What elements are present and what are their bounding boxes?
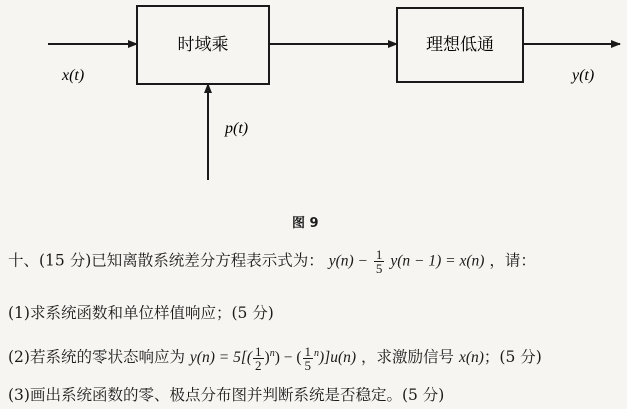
equation-fraction: [374, 248, 385, 275]
part-2-fraction-2-num: 1: [304, 343, 312, 359]
question-10-suffix: ，请：: [489, 251, 536, 270]
input-signal-label: x(t): [62, 67, 85, 84]
part-2-exponent-1: n: [269, 348, 275, 359]
part-2-prefix: (2)若系统的零状态响应为: [8, 348, 185, 367]
figure-caption: 图 9: [292, 216, 319, 231]
part-2-exponent-2: n: [314, 348, 320, 359]
part-2-suffix: ，求激励信号: [360, 348, 454, 367]
question-10-part-1: (1)求系统函数和单位样值响应；(5 分): [8, 304, 274, 322]
part-2-fraction-2: [303, 345, 314, 372]
output-signal-label: y(t): [572, 67, 595, 84]
part-2-fraction-2-den: 5: [304, 357, 312, 373]
part-2-eq-mid: ) − (: [274, 349, 302, 367]
multiply-block-label: 时域乘: [177, 35, 229, 55]
part-2-signal: x(n): [458, 349, 484, 367]
carrier-signal-label: p(t): [225, 120, 249, 137]
equation-lhs: y(n) −: [328, 252, 368, 270]
fraction-numerator: 1: [375, 247, 383, 262]
part-2-fraction-1-num: 1: [255, 343, 262, 359]
part-2-fraction-1-den: 2: [255, 357, 262, 373]
part-2-eq-start: y(n) = 5[(: [189, 349, 253, 367]
question-10-part-2: (2)若系统的零状态响应为 y(n) = 5[( $\frac{1}{2}$ )$^n$) − ( $\frac{1}{5}$ $^n$)]u(n) ，求激励信号 x(n)；(5 分): [8, 343, 542, 373]
question-10-statement: [8, 248, 536, 275]
question-10-part-3: (3)画出系统函数的零、极点分布图并判断系统是否稳定。(5 分): [8, 386, 445, 404]
part-2-points: ；(5 分): [483, 348, 542, 367]
equation-rhs: y(n − 1) = x(n): [390, 252, 485, 270]
fraction-denominator: 5: [375, 261, 383, 276]
part-2-fraction-1: [253, 345, 264, 372]
lowpass-block-label: 理想低通: [426, 35, 494, 55]
question-10-prefix: 十、(15 分)已知离散系统差分方程表示式为：: [8, 251, 324, 270]
part-2-eq-end: )]u(n): [319, 349, 357, 367]
